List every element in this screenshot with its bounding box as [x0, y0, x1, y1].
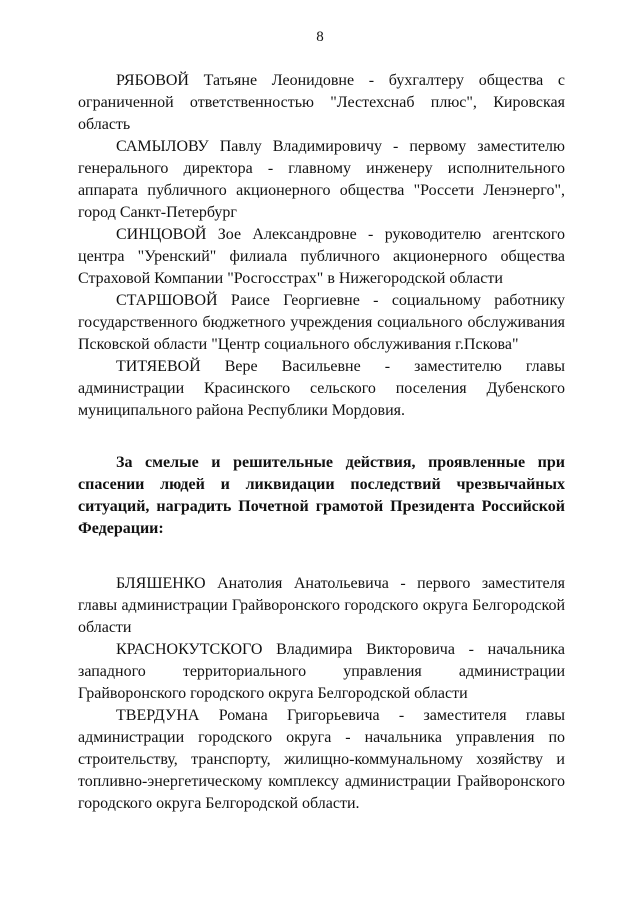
award-entry-tityaeva: ТИТЯЕВОЙ Вере Васильевне - заместителю главы администрации Красинского сельского поселения Дубенского муниципального района Республики Мордовия. [78, 358, 565, 419]
document-body [78, 70, 565, 815]
award-entry-tverdun: ТВЕРДУНА Романа Григорьевича - заместителя главы администрации городского округа - начальника управления по строительству, транспорту, жилищно-коммунальному хозяйству и топливно-энергетическому комплексу администрации Грайворонского городского округа Белгородской области. [78, 707, 565, 812]
award-entry-ryabova: РЯБОВОЙ Татьяне Леонидовне - бухгалтеру общества с ограниченной ответственностью "Лестехснаб плюс", Кировская область [78, 72, 565, 133]
award-entry-sintsova: СИНЦОВОЙ Зое Александровне - руководителю агентского центра "Уренский" филиала публичного акционерного общества Страховой Компании "Росгосстрах" в Нижегородской области [78, 226, 565, 287]
page-number: 8 [316, 29, 324, 45]
award-entry-krasnokutsky: КРАСНОКУТСКОГО Владимира Викторовича - начальника западного территориального управления администрации Грайворонского городского округа Белгородской области [78, 641, 565, 702]
award-entry-samylov: САМЫЛОВУ Павлу Владимировичу - первому заместителю генерального директора - главному инженеру исполнительного аппарата публичного акционерного общества "Россети Ленэнерго", город Санкт-Петербург [78, 138, 565, 221]
section-heading: За смелые и решительные действия, проявленные при спасении людей и ликвидации последствий чрезвычайных ситуаций, наградить Почетной грамотой Президента Российской Федерации: [78, 454, 565, 537]
award-entry-starshova: СТАРШОВОЙ Раисе Георгиевне - социальному работнику государственного бюджетного учреждения социального обслуживания Псковской области "Центр социального обслуживания г.Пскова" [78, 292, 565, 353]
award-entry-blyashenko: БЛЯШЕНКО Анатолия Анатольевича - первого заместителя главы администрации Грайворонского городского округа Белгородской области [78, 575, 565, 636]
